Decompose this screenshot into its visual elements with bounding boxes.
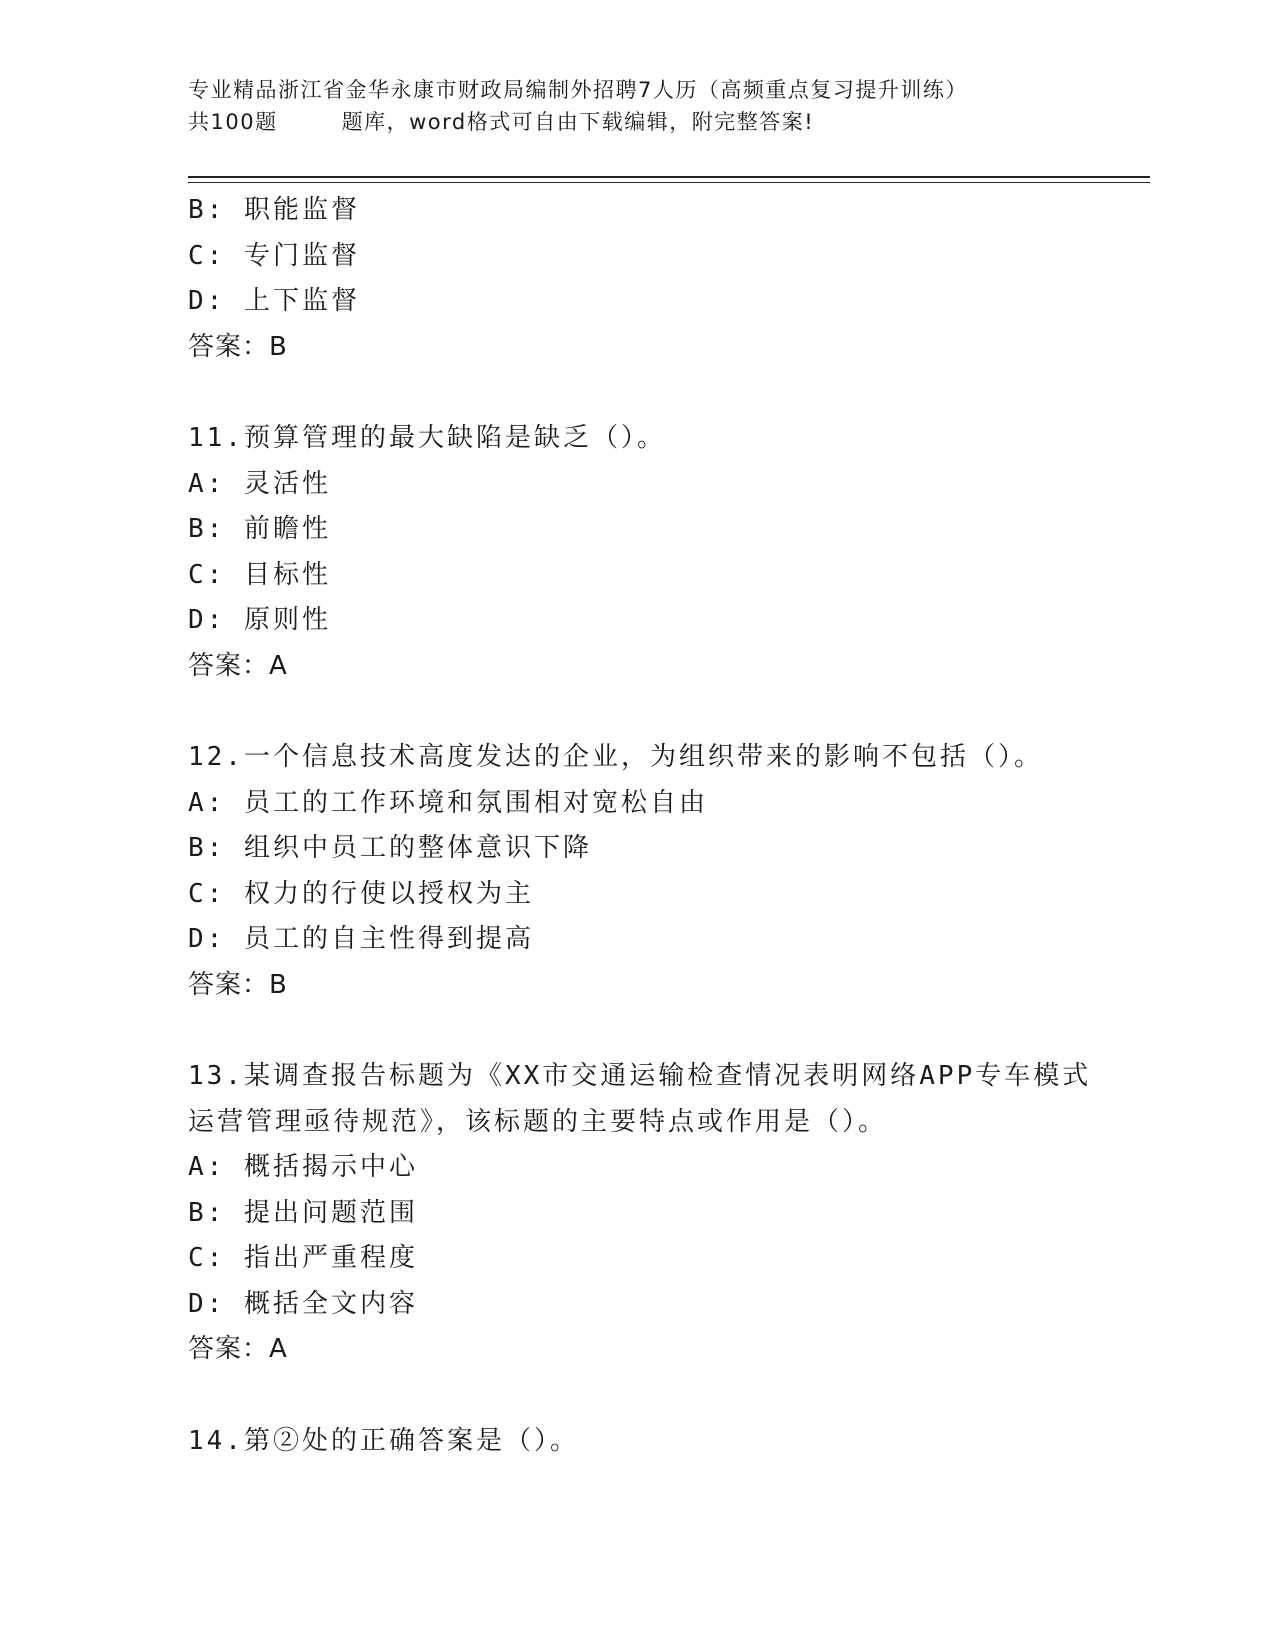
option-row: [188, 234, 1088, 280]
option-row: [188, 1191, 1088, 1237]
option-letter: C:: [188, 240, 226, 271]
option-row: [188, 462, 1088, 508]
question-block-12: [188, 735, 1088, 1008]
option-text: 原则性: [243, 605, 331, 635]
option-letter: C:: [188, 878, 226, 909]
answer-line: 答案：A: [188, 1334, 288, 1364]
question-stem: 12.一个信息技术高度发达的企业，为组织带来的影响不包括（）。: [188, 742, 1043, 772]
option-text: 概括揭示中心: [243, 1152, 418, 1182]
option-letter: D:: [188, 286, 226, 316]
question-stem: 14.第②处的正确答案是（）。: [188, 1425, 579, 1456]
option-row: [188, 279, 1088, 325]
option-letter: A:: [188, 1152, 226, 1182]
option-text: 目标性: [243, 559, 331, 590]
option-text: 权力的行使以授权为主: [243, 878, 534, 909]
question-stem-line-1: 13.某调查报告标题为《XX市交通运输检查情况表明网络APP专车模式: [188, 1061, 1092, 1091]
question-stem-line-2: 运营管理亟待规范》，该标题的主要特点或作用是（）。: [188, 1106, 888, 1137]
header-question-count: 共100题: [188, 110, 278, 134]
question-block-13: [188, 1054, 1092, 1373]
option-letter: C:: [188, 1243, 226, 1273]
option-row: [188, 781, 1088, 827]
option-row: [188, 598, 1088, 644]
option-text: 提出问题范围: [243, 1197, 418, 1228]
answer-line: 答案：B: [188, 969, 288, 1000]
option-text: 前瞻性: [243, 514, 331, 544]
option-letter: B:: [188, 195, 226, 225]
header-divider-thick: [188, 176, 1150, 178]
option-text: 职能监督: [243, 195, 360, 225]
option-row: [188, 553, 1088, 599]
option-letter: B:: [188, 1197, 226, 1228]
option-text: 专门监督: [243, 240, 360, 271]
document-body: [188, 188, 1092, 1464]
option-text: 上下监督: [243, 286, 360, 316]
option-text: 组织中员工的整体意识下降: [243, 833, 592, 863]
question-stem: 11.预算管理的最大缺陷是缺乏（）。: [188, 423, 666, 453]
option-text: 灵活性: [243, 468, 331, 499]
question-block-11: [188, 416, 1088, 689]
option-row: [188, 917, 1088, 963]
option-row: [188, 1145, 1088, 1191]
answer-line: 答案：B: [188, 331, 288, 362]
option-letter: C:: [188, 559, 226, 590]
answer-line: 答案：A: [188, 650, 288, 681]
option-row: [188, 872, 1088, 918]
option-row: [188, 188, 1088, 234]
document-header: [188, 74, 1148, 138]
header-title-line: 专业精品浙江省金华永康市财政局编制外招聘7人历（高频重点复习提升训练）: [188, 78, 968, 102]
question-block-14: [188, 1419, 1088, 1465]
option-text: 员工的自主性得到提高: [243, 924, 534, 954]
question-block-partial: [188, 188, 1088, 370]
option-row: [188, 1236, 1088, 1282]
option-letter: D:: [188, 924, 226, 954]
option-letter: A:: [188, 787, 226, 818]
option-letter: D:: [188, 605, 226, 635]
option-row: [188, 1282, 1088, 1328]
option-letter: B:: [188, 514, 226, 544]
option-text: 概括全文内容: [243, 1288, 418, 1319]
option-letter: B:: [188, 833, 226, 863]
option-letter: A:: [188, 468, 226, 499]
option-row: [188, 826, 1088, 872]
header-divider-thin: [188, 182, 1150, 183]
option-text: 员工的工作环境和氛围相对宽松自由: [243, 787, 708, 818]
header-subtitle-line: [188, 106, 1148, 138]
header-description: 题库，word格式可自由下载编辑，附完整答案!: [341, 110, 815, 134]
option-text: 指出严重程度: [243, 1243, 418, 1273]
option-row: [188, 507, 1088, 553]
option-letter: D:: [188, 1288, 226, 1319]
